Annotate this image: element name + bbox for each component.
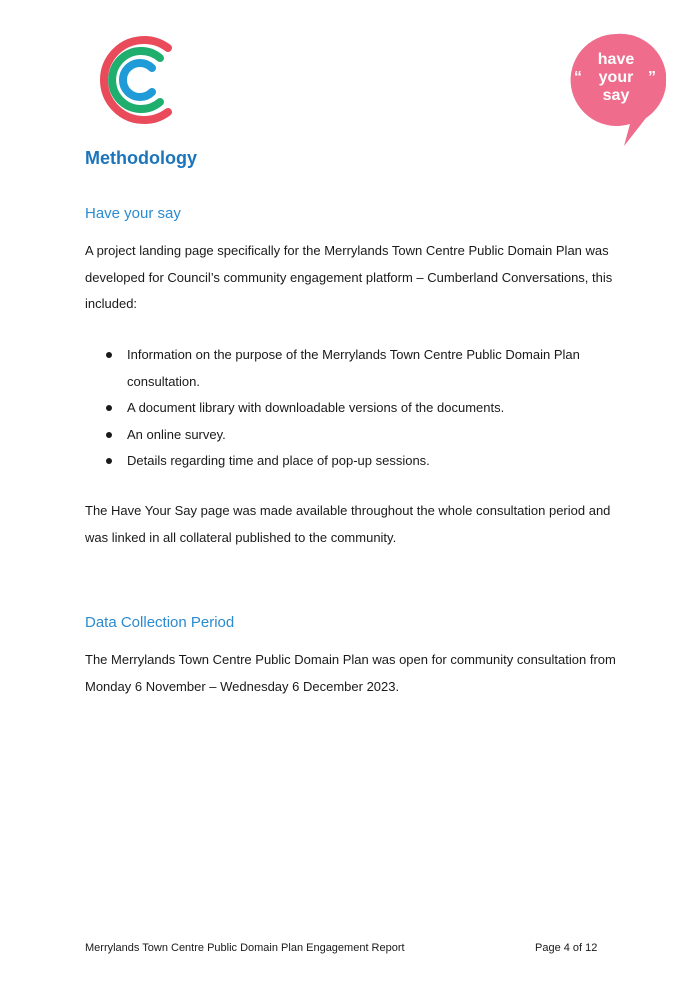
list-item: A document library with downloadable versions of the documents. [85,395,625,422]
list-item: Information on the purpose of the Merrylands Town Centre Public Domain Plan consultation. [85,342,625,395]
badge-line-1: have [597,51,635,68]
page-heading: Methodology [85,148,197,168]
list-item: An online survey. [85,422,625,449]
section-title-data-collection: Data Collection Period [85,614,235,631]
quote-open-icon: “ [574,69,582,86]
have-your-say-bullet-list [85,342,625,475]
list-item: Details regarding time and place of pop-up sessions. [85,448,625,475]
have-your-say-closing: The Have Your Say page was made available throughout the whole consultation period and was linked in all collateral published to the community. [85,503,611,545]
footer-page-number: Page 4 of 12 [535,942,598,954]
council-logo [88,30,180,130]
quote-close-icon: ” [648,69,656,86]
badge-line-3: say [602,87,630,104]
data-collection-text: The Merrylands Town Centre Public Domain Plan was open for community consultation from Monday 6 November – Wednesday 6 December 2023. [85,652,616,694]
have-your-say-intro: A project landing page specifically for the Merrylands Town Centre Public Domain Plan was developed for Council’s community engagement platform – Cumberland Conversations, this included: [85,243,613,311]
section-title-have-your-say: Have your say [85,205,181,222]
have-your-say-badge [566,30,666,148]
badge-line-2: your [598,69,634,86]
footer-report-title: Merrylands Town Centre Public Domain Plan Engagement Report [85,942,405,954]
